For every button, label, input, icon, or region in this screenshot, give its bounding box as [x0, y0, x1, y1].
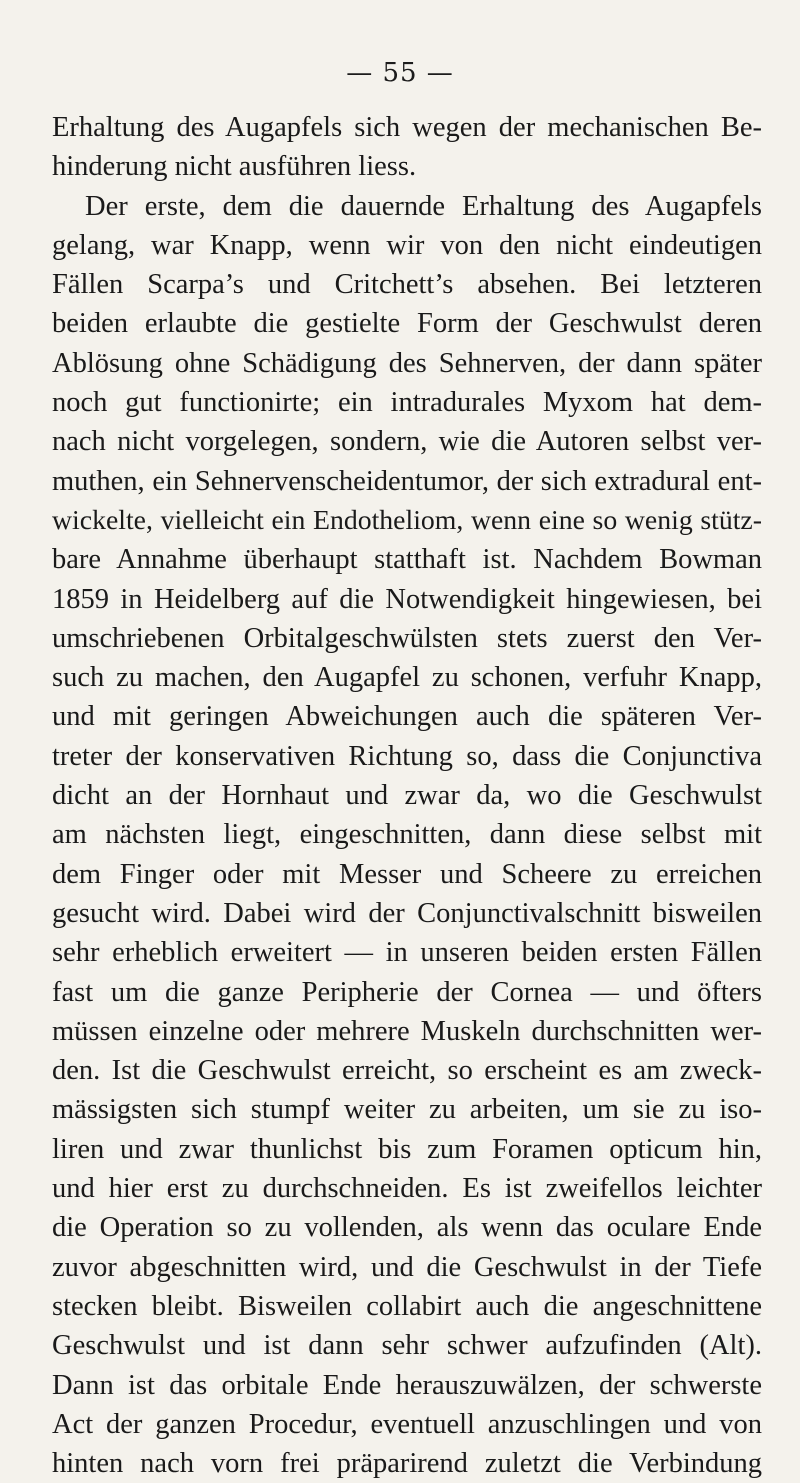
text-line: gelang, war Knapp, wenn wir von den nicht eindeutigen	[52, 229, 762, 261]
text-line: Act der ganzen Procedur, eventuell anzuschlingen und von	[52, 1408, 762, 1440]
text-line: Fällen Scarpa’s und Critchett’s absehen. Bei letzteren	[52, 269, 762, 301]
body-text	[52, 108, 762, 1483]
text-line: und mit geringen Abweichungen auch die späteren Ver-	[52, 701, 762, 733]
text-line: dem Finger oder mit Messer und Scheere zu erreichen	[52, 858, 762, 890]
text-line: beiden erlaubte die gestielte Form der Geschwulst deren	[52, 308, 762, 340]
text-line: hinderung nicht ausführen liess.	[52, 151, 417, 183]
text-line: dicht an der Hornhaut und zwar da, wo die Geschwulst	[52, 780, 762, 812]
text-line: müssen einzelne oder mehrere Muskeln durchschnitten wer-	[52, 1015, 762, 1047]
text-line: Geschwulst und ist dann sehr schwer aufzufinden (Alt).	[52, 1330, 762, 1362]
text-line: Erhaltung des Augapfels sich wegen der mechanischen Be-	[52, 112, 762, 143]
text-line: 1859 in Heidelberg auf die Notwendigkeit hingewiesen, bei	[52, 583, 762, 615]
text-line: wickelte, vielleicht ein Endotheliom, wenn eine so wenig stütz-	[52, 504, 762, 536]
text-line: such zu machen, den Augapfel zu schonen, verfuhr Knapp,	[52, 662, 762, 694]
text-line: treter der konservativen Richtung so, dass die Conjunctiva	[52, 740, 762, 772]
text-line: sehr erheblich erweitert — in unseren beiden ersten Fällen	[52, 937, 762, 969]
text-line: die Operation so zu vollenden, als wenn das oculare Ende	[52, 1212, 762, 1244]
text-line: fast um die ganze Peripherie der Cornea — und öfters	[52, 976, 762, 1008]
text-line: nach nicht vorgelegen, sondern, wie die Autoren selbst ver-	[52, 426, 762, 458]
text-line: den. Ist die Geschwulst erreicht, so erscheint es am zweck-	[52, 1055, 762, 1087]
text-line: Der erste, dem die dauernde Erhaltung des Augapfels	[85, 190, 762, 222]
text-line: noch gut functionirte; ein intradurales Myxom hat dem-	[52, 387, 762, 419]
page-number: — 55 —	[346, 58, 454, 88]
text-line: am nächsten liegt, eingeschnitten, dann diese selbst mit	[52, 819, 762, 851]
text-line: umschriebenen Orbitalgeschwülsten stets zuerst den Ver-	[52, 622, 762, 654]
text-line: stecken bleibt. Bisweilen collabirt auch die angeschnittene	[52, 1290, 762, 1322]
text-line: Ablösung ohne Schädigung des Sehnerven, der dann später	[52, 347, 762, 379]
text-line: und hier erst zu durchschneiden. Es ist zweifellos leichter	[52, 1173, 762, 1205]
text-line: liren und zwar thunlichst bis zum Foramen opticum hin,	[52, 1133, 762, 1165]
text-line: bare Annahme überhaupt statthaft ist. Nachdem Bowman	[52, 544, 762, 576]
text-line: mässigsten sich stumpf weiter zu arbeiten, um sie zu iso-	[52, 1094, 762, 1126]
text-line: hinten nach vorn frei präparirend zuletzt die Verbindung	[52, 1448, 762, 1480]
text-line: gesucht wird. Dabei wird der Conjunctivalschnitt bisweilen	[52, 897, 762, 929]
text-line: muthen, ein Sehnervenscheidentumor, der sich extradural ent-	[52, 465, 762, 497]
text-line: zuvor abgeschnitten wird, und die Geschwulst in der Tiefe	[52, 1251, 762, 1283]
text-line: Dann ist das orbitale Ende herauszuwälzen, der schwerste	[52, 1369, 762, 1401]
